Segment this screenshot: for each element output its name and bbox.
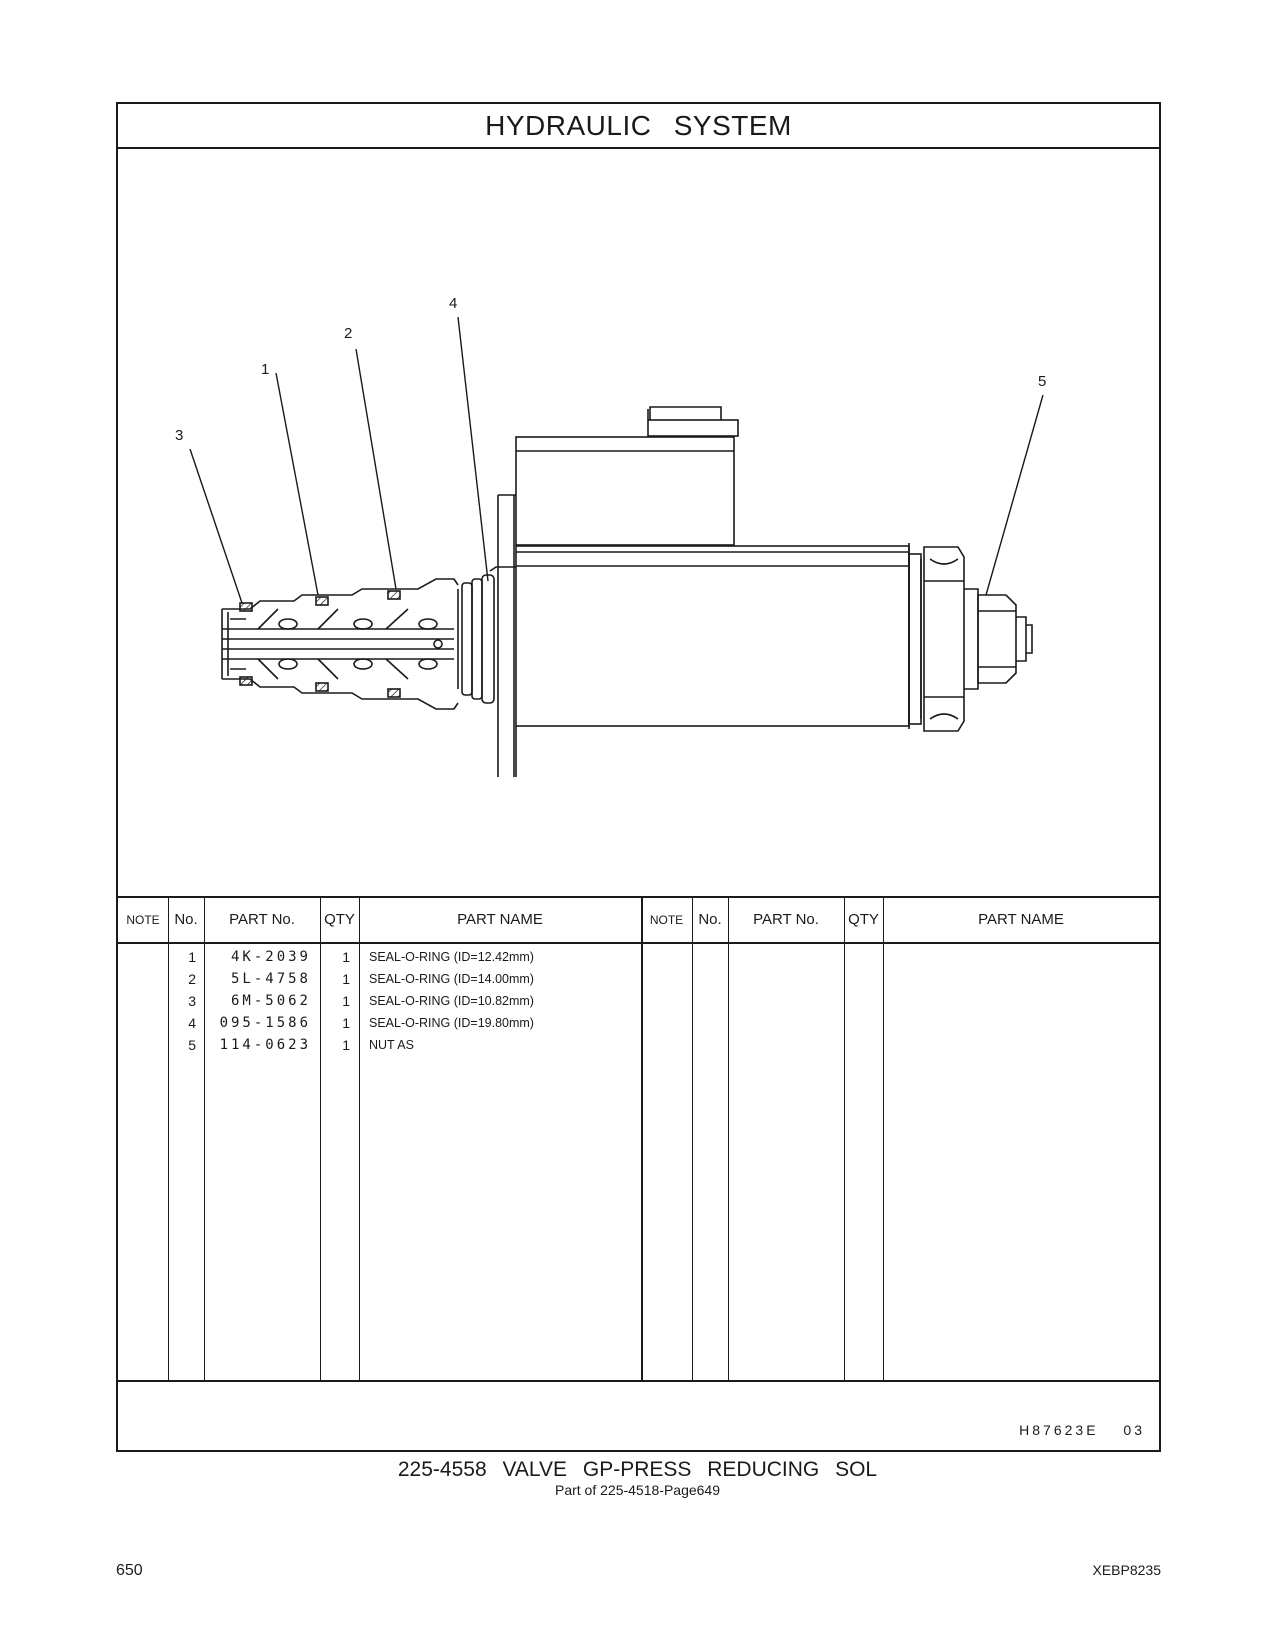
page-number: 650 xyxy=(116,1562,143,1579)
callout-5: 5 xyxy=(1038,373,1047,390)
exploded-view-illustration xyxy=(118,149,1159,896)
part-name: SEAL-O-RING (ID=12.42mm) xyxy=(369,950,534,964)
quantity: 1 xyxy=(342,971,350,987)
leader-lines xyxy=(190,317,1043,603)
header-part-no-right: PART No. xyxy=(753,911,819,928)
page-caption-subtitle: Part of 225-4518-Page649 xyxy=(554,1482,720,1498)
part-name: SEAL-O-RING (ID=19.80mm) xyxy=(369,1016,534,1030)
item-number: 1 xyxy=(188,949,196,965)
parts-page-frame xyxy=(116,102,1161,1452)
document-id: XEBP8235 xyxy=(1092,1562,1161,1578)
part-name: SEAL-O-RING (ID=10.82mm) xyxy=(369,994,534,1008)
part-name: NUT AS xyxy=(369,1038,414,1052)
header-part-name-left: PART NAME xyxy=(457,911,543,928)
header-note-right: NOTE xyxy=(649,913,684,927)
header-qty-right: QTY xyxy=(848,911,879,928)
item-number: 3 xyxy=(188,993,196,1009)
part-number: 6M-5062 xyxy=(230,993,311,1009)
quantity: 1 xyxy=(342,1015,350,1031)
callout-3: 3 xyxy=(175,427,184,444)
illustration-code-row xyxy=(118,1382,1159,1450)
table-row xyxy=(118,946,641,968)
spool-body xyxy=(222,579,458,709)
item-number: 2 xyxy=(188,971,196,987)
page-caption-title: 225-4558 VALVE GP-PRESS REDUCING SOL xyxy=(397,1458,878,1481)
quantity: 1 xyxy=(342,993,350,1009)
header-no-right: No. xyxy=(698,911,722,928)
header-note-left: NOTE xyxy=(126,913,160,927)
part-number: 114-0623 xyxy=(219,1037,311,1053)
illustration-code: H87623E 03 xyxy=(1019,1422,1145,1438)
header-divider xyxy=(118,942,1159,944)
table-row xyxy=(118,968,641,990)
valve-drawing xyxy=(118,149,1159,896)
solenoid-housing xyxy=(498,495,909,777)
part-number: 4K-2039 xyxy=(230,949,311,965)
table-row xyxy=(118,1012,641,1034)
item-number: 5 xyxy=(188,1037,196,1053)
col-divider-center xyxy=(641,898,643,1380)
callout-4: 4 xyxy=(449,295,458,312)
quantity: 1 xyxy=(342,949,350,965)
flange xyxy=(458,567,516,703)
quantity: 1 xyxy=(342,1037,350,1053)
end-nut-assembly xyxy=(909,547,1032,731)
col-divider xyxy=(728,898,729,1380)
connector-block xyxy=(516,407,738,545)
callout-2: 2 xyxy=(344,325,353,342)
header-part-no-left: PART No. xyxy=(229,911,295,928)
table-row xyxy=(118,1034,641,1056)
col-divider xyxy=(844,898,845,1380)
parts-list-table xyxy=(118,896,1159,1382)
header-part-name-right: PART NAME xyxy=(978,911,1064,928)
col-divider xyxy=(692,898,693,1380)
header-no-left: No. xyxy=(174,911,198,928)
item-number: 4 xyxy=(188,1015,196,1031)
section-title: HYDRAULIC SYSTEM xyxy=(118,104,1159,149)
callout-1: 1 xyxy=(261,361,270,378)
header-qty-left: QTY xyxy=(324,911,355,928)
table-row xyxy=(118,990,641,1012)
part-name: SEAL-O-RING (ID=14.00mm) xyxy=(369,972,534,986)
col-divider xyxy=(883,898,884,1380)
part-number: 095-1586 xyxy=(219,1015,311,1031)
part-number: 5L-4758 xyxy=(230,971,311,987)
